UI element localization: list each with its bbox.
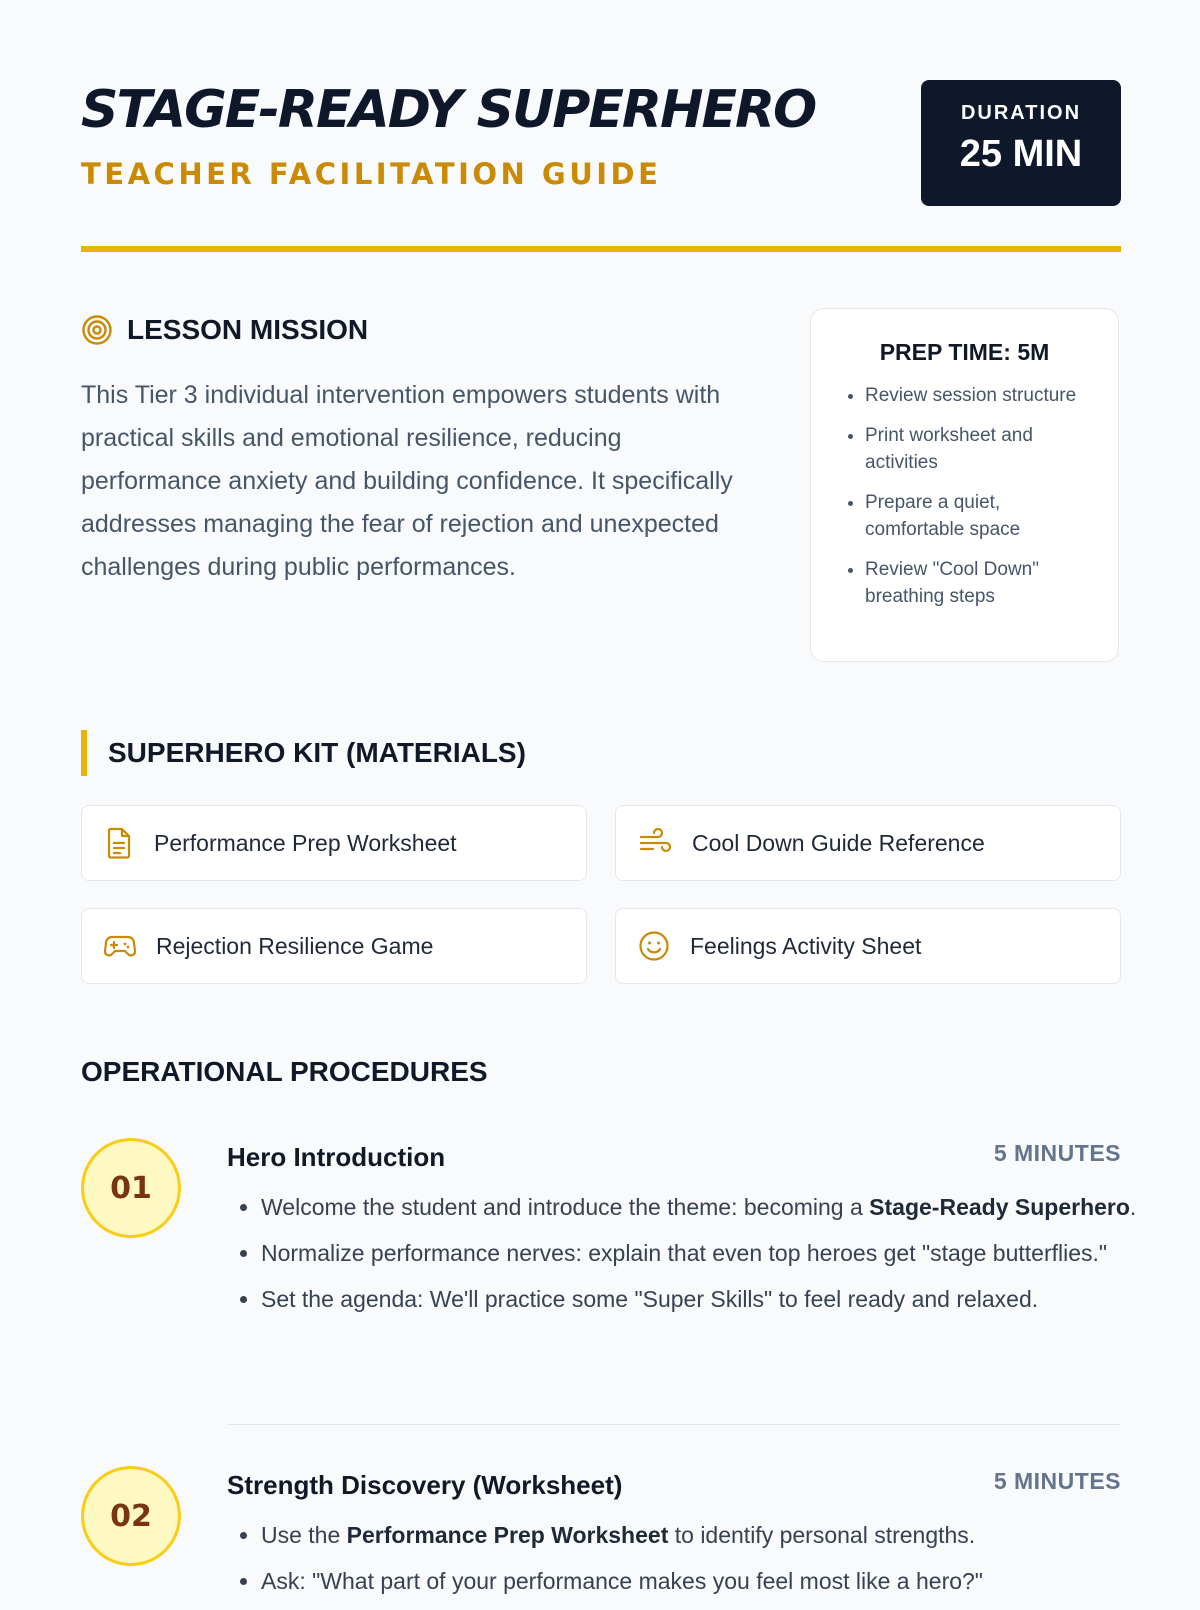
page-title: STAGE-READY SUPERHERO bbox=[81, 80, 816, 140]
bullet-text: Welcome the student and introduce the theme: becoming a bbox=[261, 1194, 870, 1220]
procedure-step-1 bbox=[81, 1138, 1137, 1438]
bullet-text-end: to identify personal strengths. bbox=[668, 1522, 976, 1548]
prep-card bbox=[810, 308, 1119, 662]
step-bullet bbox=[261, 1236, 1151, 1270]
step-bullet bbox=[261, 1190, 1151, 1224]
target-icon bbox=[81, 314, 113, 346]
kit-heading: SUPERHERO KIT (MATERIALS) bbox=[108, 737, 526, 768]
kit-item-label: Performance Prep Worksheet bbox=[154, 829, 457, 856]
prep-item: • Prepare a quiet, comfortable space bbox=[865, 489, 1118, 543]
prep-item: • Review session structure bbox=[865, 382, 1118, 409]
bullet-text-end: . bbox=[1129, 1194, 1137, 1220]
mission-description: This Tier 3 individual intervention empowers students with practical skills and emotional resilience, reducing performance anxiety and building confidence. It specifically addresses managing the fear of rejection and unexpected challenges during public performances. bbox=[81, 381, 733, 581]
kit-heading-accent bbox=[81, 730, 87, 776]
kit-item-label: Rejection Resilience Game bbox=[156, 932, 434, 959]
mission-heading: LESSON MISSION bbox=[127, 314, 369, 345]
bullet-emphasis: Stage-Ready Superhero bbox=[869, 1194, 1130, 1220]
bullet-text: Use the bbox=[261, 1522, 347, 1548]
step-duration: 5 MINUTES bbox=[993, 1140, 1121, 1166]
step-bullets bbox=[227, 1518, 1151, 1610]
document-icon bbox=[104, 827, 134, 859]
bullet-text: Normalize performance nerves: explain that even top heroes get "stage butterflies." bbox=[261, 1240, 1108, 1266]
kit-item-worksheet bbox=[81, 805, 587, 881]
smiley-icon bbox=[638, 930, 670, 962]
procedure-step-2 bbox=[81, 1466, 1121, 1600]
step-number-badge: 01 bbox=[81, 1138, 181, 1238]
kit-item-label: Cool Down Guide Reference bbox=[692, 829, 985, 856]
step-duration: 5 MINUTES bbox=[993, 1468, 1121, 1494]
kit-heading-row bbox=[81, 730, 526, 776]
procedures-heading: OPERATIONAL PROCEDURES bbox=[81, 1056, 488, 1087]
mission-heading-row bbox=[81, 312, 368, 348]
bullet-emphasis: Performance Prep Worksheet bbox=[346, 1522, 669, 1548]
kit-item-cool-down bbox=[615, 805, 1121, 881]
kit-item-game bbox=[81, 908, 587, 984]
step-bullets bbox=[227, 1190, 1151, 1328]
step-title: Hero Introduction bbox=[227, 1142, 446, 1172]
gamepad-icon bbox=[104, 933, 136, 959]
duration-label: DURATION bbox=[960, 102, 1082, 124]
kit-item-label: Feelings Activity Sheet bbox=[690, 932, 922, 959]
kit-item-feelings bbox=[615, 908, 1121, 984]
prep-item: • Print worksheet and activities bbox=[865, 422, 1118, 476]
duration-value: 25 MIN bbox=[959, 133, 1083, 175]
duration-badge bbox=[921, 80, 1121, 206]
step-bullet bbox=[261, 1282, 1151, 1316]
step-divider bbox=[227, 1424, 1121, 1425]
header-divider bbox=[81, 246, 1121, 252]
step-bullet bbox=[261, 1518, 1151, 1552]
prep-item: • Review "Cool Down" breathing steps bbox=[865, 556, 1118, 610]
step-bullet bbox=[261, 1564, 1151, 1598]
page-subtitle: TEACHER FACILITATION GUIDE bbox=[81, 157, 662, 191]
bullet-text: Ask: "What part of your performance makes you feel most like a hero?" bbox=[261, 1568, 983, 1594]
header bbox=[81, 80, 1121, 212]
wind-icon bbox=[638, 828, 672, 858]
bullet-text: Set the agenda: We'll practice some "Super Skills" to feel ready and relaxed. bbox=[261, 1286, 1039, 1312]
step-title: Strength Discovery (Worksheet) bbox=[227, 1470, 623, 1500]
prep-heading: PREP TIME: 5M bbox=[879, 339, 1050, 365]
step-number-badge: 02 bbox=[81, 1466, 181, 1566]
prep-list bbox=[811, 382, 1118, 610]
